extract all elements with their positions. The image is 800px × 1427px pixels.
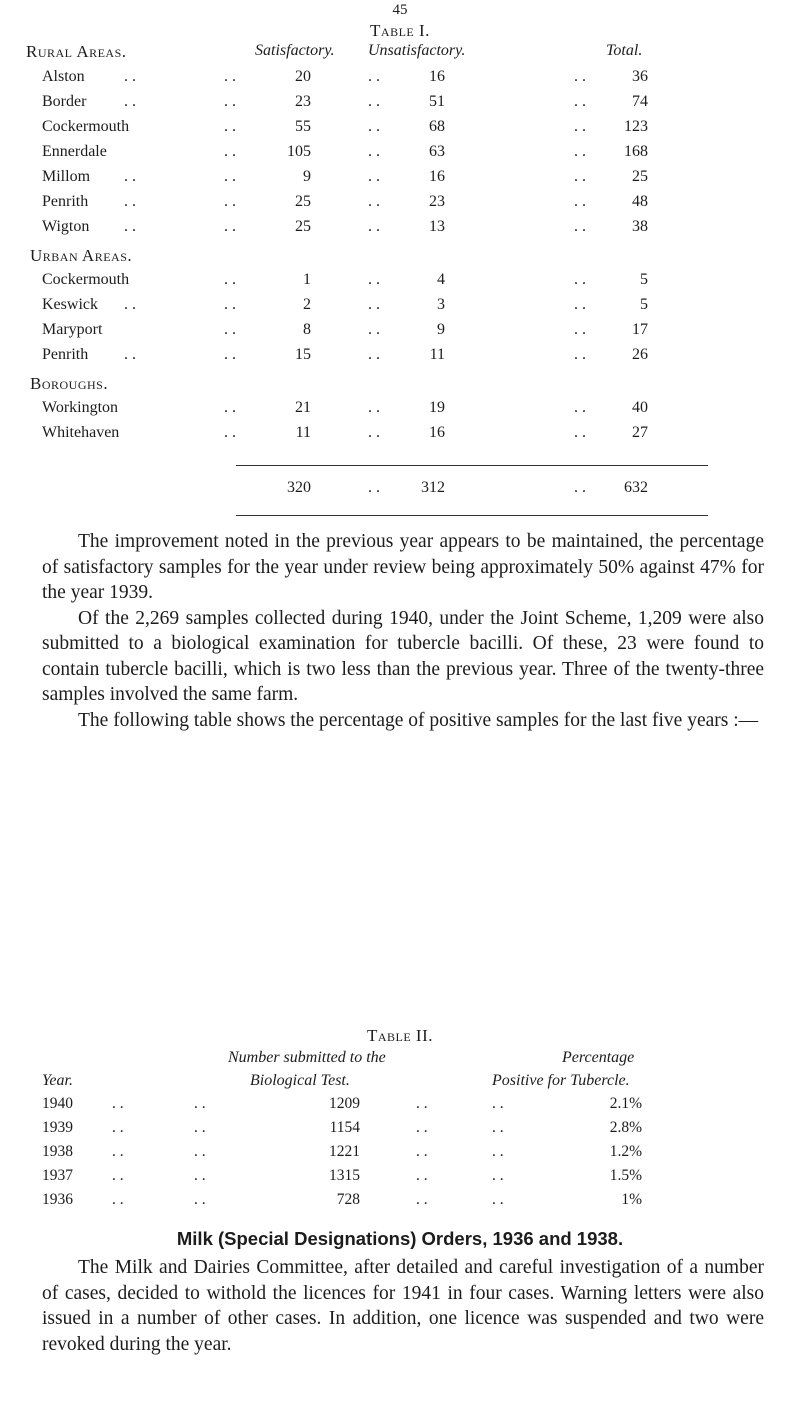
- table-row: Keswick . . . . 2 . . 3 . . 5: [42, 296, 648, 313]
- paragraph-following-table: The following table shows the percentage of positive samples for the last five years :—: [78, 709, 759, 731]
- table-2-caption: Table II.: [366, 1026, 434, 1045]
- table-row: Penrith . . . . 25 . . 23 . . 48: [42, 193, 648, 210]
- paragraph-samples: Of the 2,269 samples collected during 1940, under the Joint Scheme, 1,209 were also submitted to a biological examination for tubercle bacilli. Of these, 23 were found to contain tubercle bacilli, which is two less than the previous year. Three of the twenty-three samples involved the same farm.: [42, 607, 764, 705]
- unsatisfactory-value: 16: [429, 68, 445, 85]
- percentage-value: 2.1%: [609, 1095, 642, 1112]
- table-1-header-row: [0, 42, 800, 66]
- satisfactory-value: 1: [303, 271, 311, 288]
- unsatisfactory-value: 23: [429, 193, 445, 210]
- percentage-value: 1%: [621, 1191, 642, 1208]
- unsatisfactory-value: 16: [429, 424, 445, 441]
- table-row: Wigton . . . . 25 . . 13 . . 38: [42, 218, 648, 235]
- area-name: Maryport: [42, 321, 103, 338]
- area-name: Border: [42, 93, 87, 110]
- unsatisfactory-header: Unsatisfactory.: [368, 42, 466, 59]
- totals-row: 320 . . 312 . . 632: [0, 479, 800, 503]
- table-row: Whitehaven . . 11 . . 16 . . 27: [42, 424, 648, 441]
- paragraph-improvement: The improvement noted in the previous year appears to be maintained, the percentage of satisfactory samples for the year under review being approximately 50% against 47% for the year 1939.: [42, 531, 764, 603]
- unsatisfactory-value: 13: [429, 218, 445, 235]
- table-row: 1936 . . . . 728 . . . . 1%: [42, 1191, 642, 1208]
- page-number: 45: [392, 2, 408, 18]
- unsatisfactory-value: 63: [429, 143, 445, 160]
- satisfactory-header: Satisfactory.: [255, 42, 335, 59]
- area-name: Workington: [42, 399, 119, 416]
- number-value: 1315: [329, 1167, 360, 1184]
- number-value: 1154: [329, 1119, 360, 1136]
- total-value: 123: [624, 118, 648, 135]
- unsatisfactory-total: 312: [421, 479, 445, 496]
- year-value: 1938: [42, 1143, 73, 1160]
- boroughs-heading: Boroughs.: [30, 374, 109, 393]
- table-row: Cockermouth . . 1 . . 4 . . 5: [42, 271, 648, 288]
- area-name: Cockermouth: [42, 271, 130, 288]
- total-value: 38: [632, 218, 648, 235]
- table-row: Workington . . 21 . . 19 . . 40: [42, 399, 648, 416]
- total-value: 27: [632, 424, 648, 441]
- area-name: Cockermouth: [42, 118, 130, 135]
- rural-areas-heading: Rural Areas.: [26, 42, 127, 61]
- urban-areas-heading-row: [0, 246, 800, 270]
- table-1-caption: Table I.: [370, 21, 430, 40]
- total-value: 5: [640, 296, 648, 313]
- totals-bottom-rule: [236, 515, 708, 516]
- percentage-value: 1.5%: [609, 1167, 642, 1184]
- area-name: Penrith: [42, 346, 89, 363]
- percentage-header-line2: Positive for Tubercle.: [492, 1072, 630, 1089]
- total-value: 74: [632, 93, 648, 110]
- table-row: Millom . . . . 9 . . 16 . . 25: [42, 168, 648, 185]
- area-name: Keswick: [42, 296, 98, 313]
- total-value: 36: [632, 68, 648, 85]
- area-name: Ennerdale: [42, 143, 107, 160]
- section-heading: Milk (Special Designations) Orders, 1936 and 1938.: [176, 1228, 624, 1249]
- satisfactory-value: 2: [303, 296, 311, 313]
- area-name: Wigton: [42, 218, 90, 235]
- satisfactory-value: 25: [295, 218, 311, 235]
- number-value: 1209: [329, 1095, 360, 1112]
- percentage-header-line1: Percentage: [562, 1049, 635, 1066]
- number-header-line1: Number submitted to the: [228, 1049, 386, 1066]
- total-value: 17: [632, 321, 648, 338]
- table-row: 1940 . . . . 1209 . . . . 2.1%: [42, 1095, 642, 1112]
- year-value: 1937: [42, 1167, 73, 1184]
- urban-areas-heading: Urban Areas.: [30, 246, 133, 265]
- unsatisfactory-value: 68: [429, 118, 445, 135]
- area-name: Alston: [42, 68, 85, 85]
- unsatisfactory-value: 3: [437, 296, 445, 313]
- unsatisfactory-value: 16: [429, 168, 445, 185]
- area-name: Whitehaven: [42, 424, 120, 441]
- satisfactory-value: 23: [295, 93, 311, 110]
- satisfactory-value: 55: [295, 118, 311, 135]
- number-value: 1221: [329, 1143, 360, 1160]
- year-value: 1939: [42, 1119, 73, 1136]
- satisfactory-value: 20: [295, 68, 311, 85]
- table-row: 1937 . . . . 1315 . . . . 1.5%: [42, 1167, 642, 1184]
- year-value: 1936: [42, 1191, 73, 1208]
- unsatisfactory-value: 51: [429, 93, 445, 110]
- table-row: Alston . . . . 20 . . 16 . . 36: [42, 68, 648, 85]
- totals-top-rule: [236, 465, 708, 466]
- body-text: [42, 529, 764, 733]
- number-header-line2: Biological Test.: [250, 1072, 350, 1089]
- table-row: 1939 . . . . 1154 . . . . 2.8%: [42, 1119, 642, 1136]
- table-row: Penrith . . . . 15 . . 11 . . 26: [42, 346, 648, 363]
- paragraph-licences: The Milk and Dairies Committee, after detailed and careful investigation of a number of cases, decided to withold the licences for 1941 in four cases. Warning letters were also issued in a number of other cases. In addition, one licence was suspended and two were revoked during the year.: [42, 1257, 764, 1355]
- total-value: 168: [624, 143, 648, 160]
- table-row: 1938 . . . . 1221 . . . . 1.2%: [42, 1143, 642, 1160]
- area-name: Millom: [42, 168, 91, 185]
- percentage-value: 2.8%: [609, 1119, 642, 1136]
- total-value: 40: [632, 399, 648, 416]
- satisfactory-value: 11: [295, 424, 311, 441]
- satisfactory-value: 25: [295, 193, 311, 210]
- table-row: Cockermouth . . 55 . . 68 . . 123: [42, 118, 648, 135]
- total-header: Total.: [606, 42, 643, 59]
- boroughs-heading-row: [0, 374, 800, 398]
- section-body: [42, 1255, 764, 1357]
- unsatisfactory-value: 11: [429, 346, 445, 363]
- table-row: Ennerdale . . 105 . . 63 . . 168: [42, 143, 648, 160]
- year-value: 1940: [42, 1095, 73, 1112]
- unsatisfactory-value: 9: [437, 321, 445, 338]
- total-value: 5: [640, 271, 648, 288]
- unsatisfactory-value: 4: [437, 271, 445, 288]
- table-row: Maryport . . 8 . . 9 . . 17: [42, 321, 648, 338]
- grand-total: 632: [624, 479, 648, 496]
- total-value: 25: [632, 168, 648, 185]
- satisfactory-total: 320: [287, 479, 311, 496]
- total-value: 48: [632, 193, 648, 210]
- unsatisfactory-value: 19: [429, 399, 445, 416]
- area-name: Penrith: [42, 193, 89, 210]
- total-value: 26: [632, 346, 648, 363]
- satisfactory-value: 105: [287, 143, 311, 160]
- satisfactory-value: 15: [295, 346, 311, 363]
- satisfactory-value: 21: [295, 399, 311, 416]
- satisfactory-value: 8: [303, 321, 311, 338]
- number-value: 728: [336, 1191, 360, 1208]
- satisfactory-value: 9: [303, 168, 311, 185]
- table-row: Border . . . . 23 . . 51 . . 74: [42, 93, 648, 110]
- year-header: Year.: [42, 1072, 73, 1089]
- percentage-value: 1.2%: [609, 1143, 642, 1160]
